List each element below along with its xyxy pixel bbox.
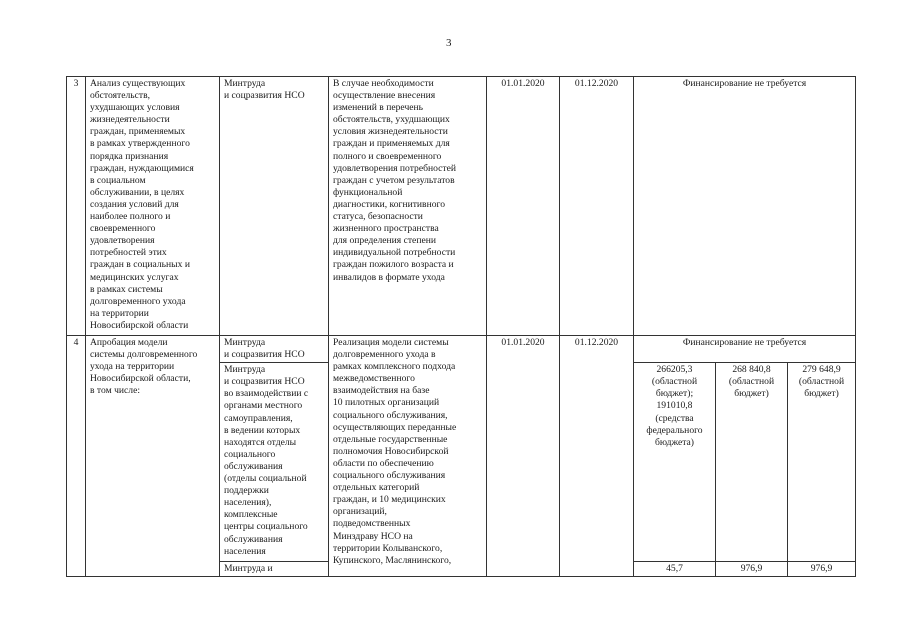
start-date-cell: 01.01.2020	[487, 77, 560, 336]
activity-cell: Апробация модели системы долговременного ухода на территории Новосибирской области, в том числе:	[86, 336, 220, 577]
row-number: 3	[67, 77, 86, 336]
page-number: 3	[446, 37, 452, 49]
executor-cell: Минтруда и	[220, 562, 329, 577]
table-row	[67, 77, 856, 336]
end-date-cell: 01.12.2020	[560, 77, 634, 336]
plan-table	[66, 76, 856, 577]
amount-cell: 45,7	[634, 562, 716, 577]
row-number: 4	[67, 336, 86, 577]
amount-cell: 268 840,8 (областной бюджет)	[716, 363, 788, 562]
amount-cell: 976,9	[716, 562, 788, 577]
result-cell: В случае необходимости осуществление внесения изменений в перечень обстоятельств, ухудшающих условия жизнедеятельности граждан и применяемых для полного и своевременного удовлетворения потребностей граждан с учетом результатов функциональной диагностики, когнитивного статуса, безопасности жизненного пространства для определения степени индивидуальной потребности граждан пожилого возраста и инвалидов в формате ухода	[329, 77, 487, 336]
executor-cell: Минтруда и соцразвития НСО во взаимодействии с органами местного самоуправления, в ведении которых находятся отделы социального обслуживания (отделы социальной поддержки населения), комплексные центры социального обслуживания населения	[220, 363, 329, 562]
end-date-cell: 01.12.2020	[560, 336, 634, 577]
executor-cell: Минтруда и соцразвития НСО	[220, 336, 329, 363]
activity-cell: Анализ существующих обстоятельств, ухудшающих условия жизнедеятельности граждан, применяемых в рамках утвержденного порядка признания граждан, нуждающимися в социальном обслуживании, в целях создания условий для наиболее полного и своевременного удовлетворения потребностей этих граждан в социальных и медицинских услугах в рамках системы долговременного ухода на территории Новосибирской области	[86, 77, 220, 336]
amount-cell: 279 648,9 (областной бюджет)	[788, 363, 856, 562]
table-row	[67, 336, 856, 363]
financing-cell: Финансирование не требуется	[634, 336, 856, 363]
amount-cell: 976,9	[788, 562, 856, 577]
executor-cell: Минтруда и соцразвития НСО	[220, 77, 329, 336]
start-date-cell: 01.01.2020	[487, 336, 560, 577]
result-cell: Реализация модели системы долговременного ухода в рамках комплексного подхода межведомственного взаимодействия на базе 10 пилотных организаций социального обслуживания, осуществляющих переданные отдельные государственные полномочия Новосибирской области по обеспечению социального обслуживания отдельных категорий граждан, и 10 медицинских организаций, подведомственных Минздраву НСО на территории Колыванского, Купинского, Маслянинского,	[329, 336, 487, 577]
financing-cell: Финансирование не требуется	[634, 77, 856, 336]
amount-cell: 266205,3 (областной бюджет); 191010,8 (средства федерального бюджета)	[634, 363, 716, 562]
